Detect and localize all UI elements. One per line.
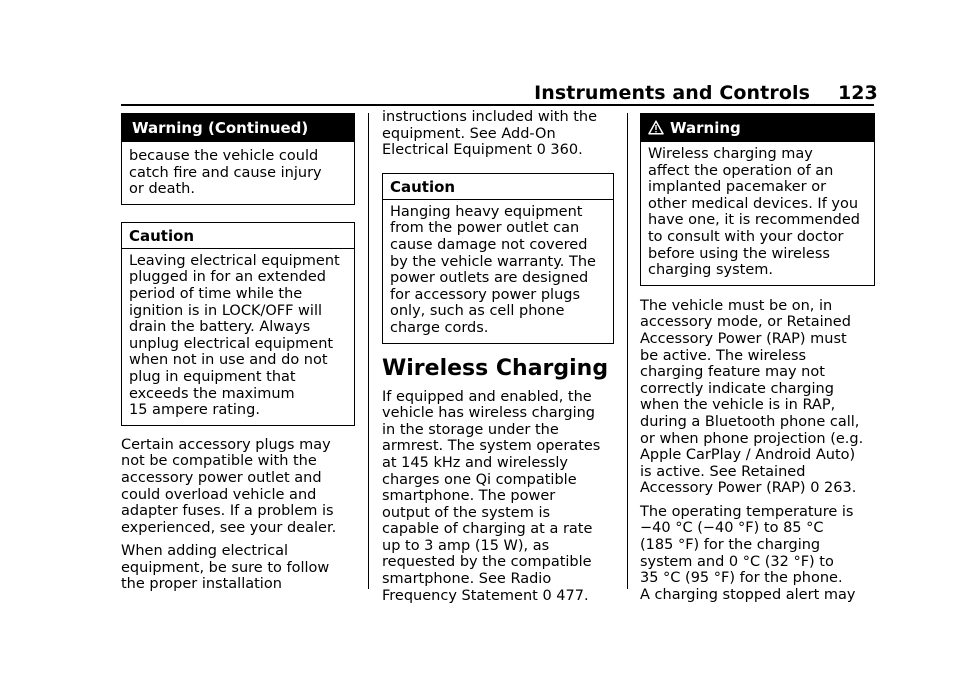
text-line: when the vehicle is in RAP, [640, 397, 836, 414]
warning-continued-box [121, 113, 355, 205]
text-line: at 145 kHz and wirelessly [382, 454, 568, 471]
box-line: for accessory power plugs [390, 286, 581, 303]
box-line: before using the wireless [648, 245, 830, 262]
text-line: in the storage under the [382, 421, 559, 438]
text-line: capable of charging at a rate [382, 521, 593, 538]
column-divider [368, 113, 369, 589]
text-line: output of the system is [382, 504, 551, 521]
text-line: charging feature may not [640, 364, 825, 381]
section-title: Instruments and Controls [534, 82, 810, 104]
text-line: equipment, be sure to follow [121, 559, 330, 576]
text-line: experienced, see your dealer. [121, 519, 337, 536]
text-line: could overload vehicle and [121, 486, 317, 503]
caution-box [121, 222, 355, 426]
text-line: vehicle has wireless charging [382, 405, 595, 422]
page-reference-link[interactable]: 0 477. [542, 587, 589, 604]
page-reference-link[interactable]: 0 263. [810, 480, 857, 497]
box-line: to consult with your doctor [648, 228, 844, 245]
text-line: Apple CarPlay / Android Auto) [640, 447, 856, 464]
text-line: Accessory Power (RAP) [640, 480, 806, 497]
box-line: because the vehicle could [129, 148, 319, 164]
paragraph [382, 109, 614, 159]
section-heading: Wireless Charging [382, 355, 609, 381]
box-line: catch fire and cause injury [129, 164, 322, 181]
caution-box-title: Caution [383, 174, 613, 200]
text-line: accessory power outlet and [121, 469, 322, 486]
warning-box-title: Warning [670, 119, 741, 137]
header-rule [121, 104, 874, 106]
column-divider [627, 113, 628, 589]
text-line: or when phone projection (e.g. [640, 430, 864, 447]
box-line: or death. [129, 181, 195, 198]
text-line: 35 °C (95 °F) for the phone. [640, 570, 843, 587]
paragraph [640, 298, 875, 497]
box-line: exceeds the maximum [129, 385, 295, 402]
text-line: adapter fuses. If a problem is [121, 503, 334, 520]
page-reference-link[interactable]: 0 360. [536, 142, 583, 159]
text-line: Certain accessory plugs may [121, 436, 331, 453]
paragraph [640, 504, 875, 604]
text-line: −40 °C (−40 °F) to 85 °C [640, 520, 824, 537]
box-line: by the vehicle warranty. The [390, 253, 596, 270]
column-2 [382, 109, 614, 604]
caution-box-title: Caution [122, 223, 354, 249]
text-line: not be compatible with the [121, 453, 317, 470]
box-line: power outlets are designed [390, 270, 589, 287]
paragraph [382, 389, 614, 605]
text-line: The operating temperature is [640, 503, 854, 520]
text-line: A charging stopped alert may [640, 586, 856, 603]
box-line: from the power outlet can [390, 220, 580, 237]
text-line: instructions included with the [382, 109, 598, 125]
text-line: requested by the compatible [382, 554, 592, 571]
text-line: smartphone. The power [382, 488, 556, 505]
text-line: the proper installation [121, 576, 282, 593]
box-line: have one, it is recommended [648, 212, 860, 229]
page-number: 123 [838, 82, 878, 104]
box-line: 15 ampere rating. [129, 402, 260, 419]
box-line: ignition is in LOCK/OFF will [129, 302, 322, 319]
box-line: Hanging heavy equipment [390, 203, 583, 220]
warning-triangle-icon [648, 116, 664, 144]
box-line: affect the operation of an [648, 162, 834, 179]
text-line: is active. See Retained [640, 463, 806, 480]
text-line: during a Bluetooth phone call, [640, 413, 860, 430]
text-line: Frequency Statement [382, 587, 538, 604]
box-line: Leaving electrical equipment [129, 252, 340, 269]
warning-box-title: Warning (Continued) [122, 114, 354, 142]
column-1 [121, 113, 355, 593]
text-line: The vehicle must be on, in [640, 297, 833, 314]
column-3 [640, 113, 875, 603]
warning-box-header [641, 114, 874, 142]
box-line: when not in use and do not [129, 352, 328, 369]
box-line: charge cords. [390, 319, 489, 336]
caution-box [382, 173, 614, 344]
box-line: plug in equipment that [129, 368, 296, 385]
text-line: equipment. See Add-On [382, 125, 556, 142]
text-line: Electrical Equipment [382, 142, 532, 159]
text-line: When adding electrical [121, 543, 288, 560]
box-line: drain the battery. Always [129, 319, 311, 336]
text-line: Accessory Power (RAP) must [640, 330, 847, 347]
text-line: correctly indicate charging [640, 380, 834, 397]
box-line: only, such as cell phone [390, 303, 565, 320]
box-line: Wireless charging may [648, 146, 813, 162]
text-line: charges one Qi compatible [382, 471, 577, 488]
text-line: smartphone. See Radio [382, 571, 552, 588]
box-line: other medical devices. If you [648, 195, 859, 212]
box-line: period of time while the [129, 285, 303, 302]
box-line: unplug electrical equipment [129, 335, 334, 352]
warning-box [640, 113, 875, 286]
text-line: accessory mode, or Retained [640, 314, 851, 331]
box-line: cause damage not covered [390, 236, 588, 253]
text-line: system and 0 °C (32 °F) to [640, 553, 834, 570]
paragraph [121, 437, 355, 537]
text-line: be active. The wireless [640, 347, 807, 364]
box-line: implanted pacemaker or [648, 179, 827, 196]
paragraph [121, 543, 355, 593]
text-line: up to 3 amp (15 W), as [382, 537, 550, 554]
text-line: If equipped and enabled, the [382, 388, 592, 405]
text-line: (185 °F) for the charging [640, 537, 821, 554]
box-line: charging system. [648, 262, 774, 279]
box-line: plugged in for an extended [129, 269, 326, 286]
text-line: armrest. The system operates [382, 438, 601, 455]
